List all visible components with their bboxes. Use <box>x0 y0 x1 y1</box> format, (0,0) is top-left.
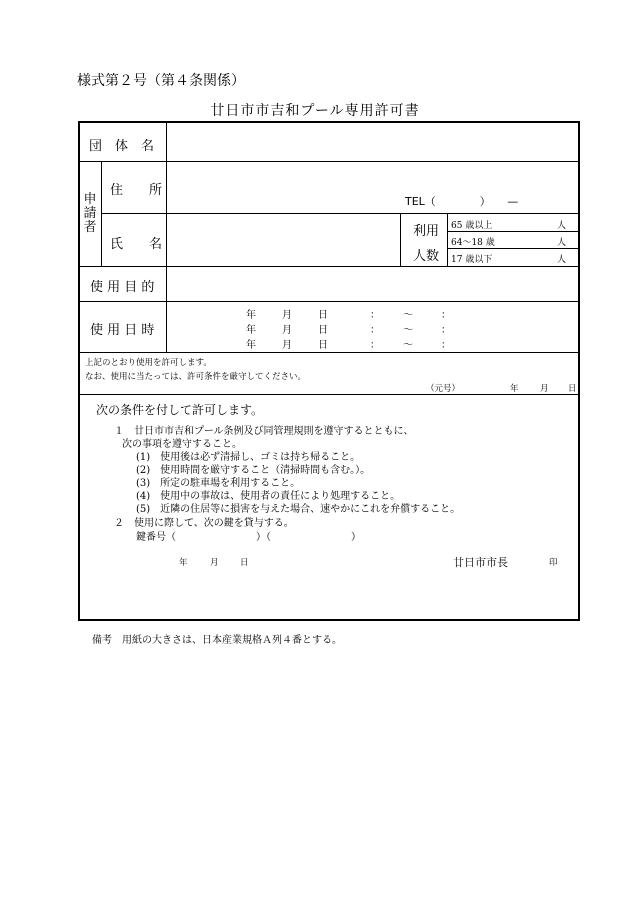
dt-month: 月 <box>282 325 292 336</box>
col-divider <box>101 161 102 266</box>
applicant-label: 申請者 <box>83 192 97 235</box>
condition-item-2: ２ 使用に際して、次の鍵を貸与する。 <box>114 518 294 529</box>
approval-line-2: なお、使用に当たっては、許可条件を厳守してください。 <box>85 372 307 382</box>
age-group-label: 65 歳以上 <box>451 221 493 231</box>
dt-colon: ： <box>441 325 451 336</box>
dt-year: 年 <box>246 340 256 351</box>
age-group-unit: 人 <box>557 255 567 265</box>
permit-form <box>78 121 580 621</box>
users-label-bottom: 人数 <box>413 249 440 264</box>
dt-wave: ～ <box>403 340 413 351</box>
dt-day: 日 <box>318 340 328 351</box>
dt-year: 年 <box>246 325 256 336</box>
row-divider <box>101 213 578 214</box>
condition-subitem: (5) 近隣の住居等に損害を与えた場合、速やかにこれを弁償すること。 <box>136 504 461 515</box>
approval-line-1: 上記のとおり使用を許可します。 <box>85 358 212 368</box>
datetime-label: 使 用 日 時 <box>90 323 155 338</box>
col-divider <box>166 123 167 352</box>
row-divider <box>80 352 578 353</box>
dt-day: 日 <box>318 310 328 321</box>
seal-mark: 印 <box>549 558 558 568</box>
col-divider <box>447 213 448 266</box>
page-title: 廿日市市吉和プール専用許可書 <box>210 103 420 119</box>
row-divider <box>80 394 578 395</box>
dt-colon: ： <box>441 340 451 351</box>
address-label: 住 所 <box>110 183 163 198</box>
condition-subitem: (2) 使用時間を厳守すること（清掃時間も含む。）。 <box>136 465 371 476</box>
dt-month: 月 <box>282 340 292 351</box>
sign-month: 月 <box>210 558 219 568</box>
name-label: 氏 名 <box>110 237 163 252</box>
age-group-label: 17 歳以下 <box>451 255 493 265</box>
dt-colon: ： <box>441 310 451 321</box>
dt-colon: ： <box>370 310 380 321</box>
sign-day: 日 <box>240 558 249 568</box>
condition-subitem: (4) 使用中の事故は、使用者の責任により処理すること。 <box>136 491 401 502</box>
key-number: 鍵番号（ ）（ ） <box>136 532 361 543</box>
row-divider <box>80 266 578 267</box>
dt-year: 年 <box>246 310 256 321</box>
age-group-label: 64～18 歳 <box>451 238 495 248</box>
dt-colon: ： <box>370 325 380 336</box>
conditions-heading: 次の条件を付して許可します。 <box>96 403 264 417</box>
remark: 備考 用紙の大きさは、日本産業規格Ａ列４番とする。 <box>92 635 342 646</box>
approval-month: 月 <box>540 384 549 394</box>
dt-day: 日 <box>318 325 328 336</box>
sign-year: 年 <box>179 558 188 568</box>
row-divider <box>80 301 578 302</box>
age-group-unit: 人 <box>557 238 567 248</box>
users-label-top: 利用 <box>413 224 440 239</box>
col-divider <box>400 213 401 266</box>
dt-wave: ～ <box>403 325 413 336</box>
condition-item-1-cont: 次の事項を遵守すること。 <box>122 439 242 450</box>
row-divider <box>80 161 578 162</box>
approval-day: 日 <box>568 384 577 394</box>
dt-wave: ～ <box>403 310 413 321</box>
approval-era: （元号） <box>426 384 461 394</box>
dt-month: 月 <box>282 310 292 321</box>
tel-label: TEL（ ） — <box>405 195 519 208</box>
condition-item-1: １ 廿日市市吉和プール条例及び同管理規則を遵守するとともに、 <box>114 426 414 437</box>
age-group-unit: 人 <box>557 221 567 231</box>
age-divider <box>447 231 578 232</box>
form-number: 様式第２号（第４条関係） <box>77 73 245 89</box>
condition-subitem: (1) 使用後は必ず清掃し、ゴミは持ち帰ること。 <box>136 452 361 463</box>
age-divider <box>447 248 578 249</box>
mayor-label: 廿日市市長 <box>453 556 508 569</box>
condition-subitem: (3) 所定の駐車場を利用すること。 <box>136 478 301 489</box>
purpose-label: 使 用 目 的 <box>90 280 155 295</box>
approval-year: 年 <box>510 384 519 394</box>
dt-colon: ： <box>370 340 380 351</box>
group-name-label: 団 体 名 <box>89 139 155 154</box>
